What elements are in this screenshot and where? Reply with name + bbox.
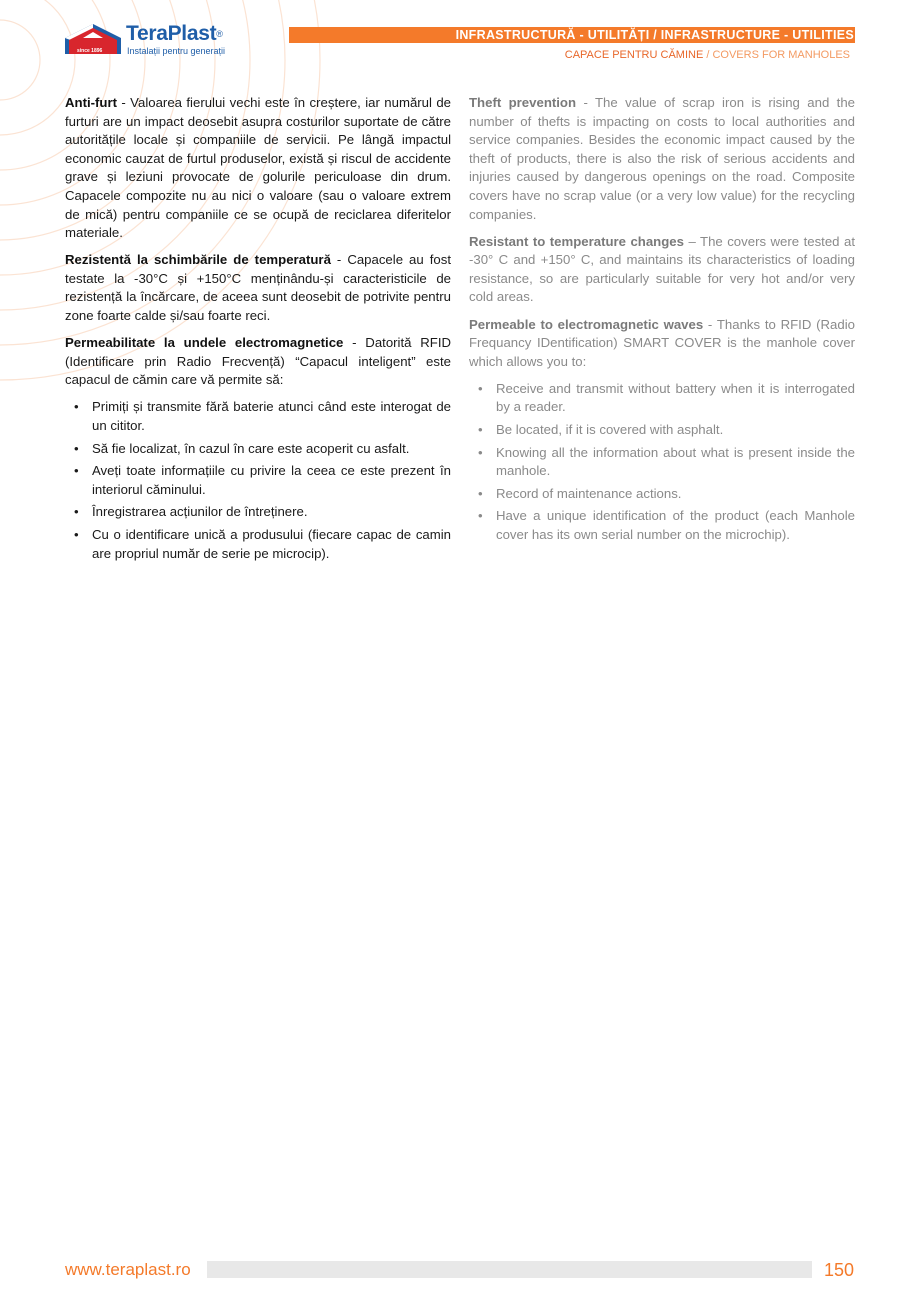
en-text-electromagnetic: - Thanks to RFID (Radio Frequancy IDentification) SMART COVER is the manhole cover which allows you to: [469, 316, 855, 369]
english-column [469, 94, 855, 549]
list-item: • Record of maintenance actions. [469, 485, 855, 504]
en-heading-electromagnetic: Permeable to electromagnetic waves [469, 316, 704, 332]
logo-brand [126, 23, 223, 45]
list-item: • Înregistrarea acțiunilor de întreținere. [65, 503, 451, 522]
section-title: INFRASTRUCTURĂ - UTILITĂȚI / INFRASTRUCTURE - UTILITIES [455, 28, 854, 42]
ro-text-anti-theft: - Valoarea fierului vechi este în creștere, iar numărul de furturi are un impact deosebit asupra costurilor suportate de către autoritățile locale și companiile de servicii. Pe lângă impactul economic cauzat de furtul produselor, există și riscul de accidente grave și leziuni provocate de golurile periculoase din drum. Capacele compozite nu au nici o valoare (sau o valoare extrem de mică) pentru companiile ce se ocupă de reciclarea diferitelor materiale. [65, 95, 451, 241]
teraplast-logo [65, 22, 235, 56]
ro-bullet-list [65, 398, 451, 563]
en-paragraph-theft [469, 94, 855, 224]
subsection-ro: CAPACE PENTRU CĂMINE [564, 49, 704, 61]
list-item: • Knowing all the information about what is present inside the manhole. [469, 444, 855, 481]
en-bullet-list [469, 380, 855, 545]
ro-heading-electromagnetic: Permeabilitate la undele electromagnetice [65, 335, 344, 351]
list-item: • Be located, if it is covered with asphalt. [469, 421, 855, 440]
list-item: • Have a unique identification of the product (each Manhole cover has its own serial number on the microchip). [469, 507, 855, 544]
en-text-theft: - The value of scrap iron is rising and the number of thefts is impacting on costs to local authorities and service companies. Besides the economic impact caused by the theft of products, there is also the risk of serious accidents and injuries caused by dangerous openings on the road. Composite covers have no scrap value (or a very low value) for the recycling companies. [469, 95, 855, 222]
subsection-en: COVERS FOR MANHOLES [712, 49, 850, 61]
ro-paragraph-temperature [65, 251, 451, 325]
page-number: 150 [823, 1260, 854, 1280]
romanian-column [65, 94, 451, 567]
list-item: • Receive and transmit without battery when it is interrogated by a reader. [469, 380, 855, 417]
logo-registered-mark: ® [216, 29, 223, 39]
ro-text-temperature: - Capacele au fost testate la -30°C și +150°C menținându-și caracteristicile de rezistență la încărcare, de aceea sunt deosebit de potrivite pentru zone foarte calde și/sau foarte reci. [65, 252, 451, 324]
ro-heading-temperature: Rezistentă la schimbările de temperatură [65, 252, 331, 268]
list-item: • Cu o identificare unică a produsului (fiecare capac de camin are propriul număr de serie pe microcip). [65, 526, 451, 563]
ro-heading-anti-theft: Anti-furt [65, 95, 117, 110]
footer-website-link[interactable]: www.teraplast.ro [65, 1260, 191, 1279]
ro-paragraph-electromagnetic [65, 334, 451, 390]
logo-since: since 1896 [77, 48, 103, 54]
footer-bar [207, 1261, 812, 1278]
list-item: • Aveți toate informațiile cu privire la ceea ce este prezent în interiorul căminului. [65, 462, 451, 499]
subsection-title [565, 48, 850, 62]
en-text-temperature: – The covers were tested at -30° C and +150° C, and maintains its characteristics of loading resistance, so are particularly suitable for very hot and/or very cold areas. [469, 233, 855, 305]
en-heading-temperature: Resistant to temperature changes [469, 233, 684, 249]
ro-paragraph-anti-theft [65, 94, 451, 243]
logo-tagline: Instalații pentru generații [127, 46, 226, 56]
ro-text-electromagnetic: - Datorită RFID (Identificare prin Radio Frecvență) “Capacul inteligent” este capacul de cămin care vă permite să: [65, 335, 452, 388]
subsection-separator: / [703, 49, 713, 61]
en-heading-theft: Theft prevention [469, 95, 577, 110]
en-paragraph-electromagnetic [469, 316, 855, 372]
list-item: • Să fie localizat, în cazul în care este acoperit cu asfalt. [65, 440, 451, 459]
list-item: • Primiți și transmite fără baterie atunci când este interogat de un cititor. [65, 398, 451, 435]
en-paragraph-temperature [469, 233, 855, 307]
logo-brand-name: TeraPlast [126, 22, 217, 45]
